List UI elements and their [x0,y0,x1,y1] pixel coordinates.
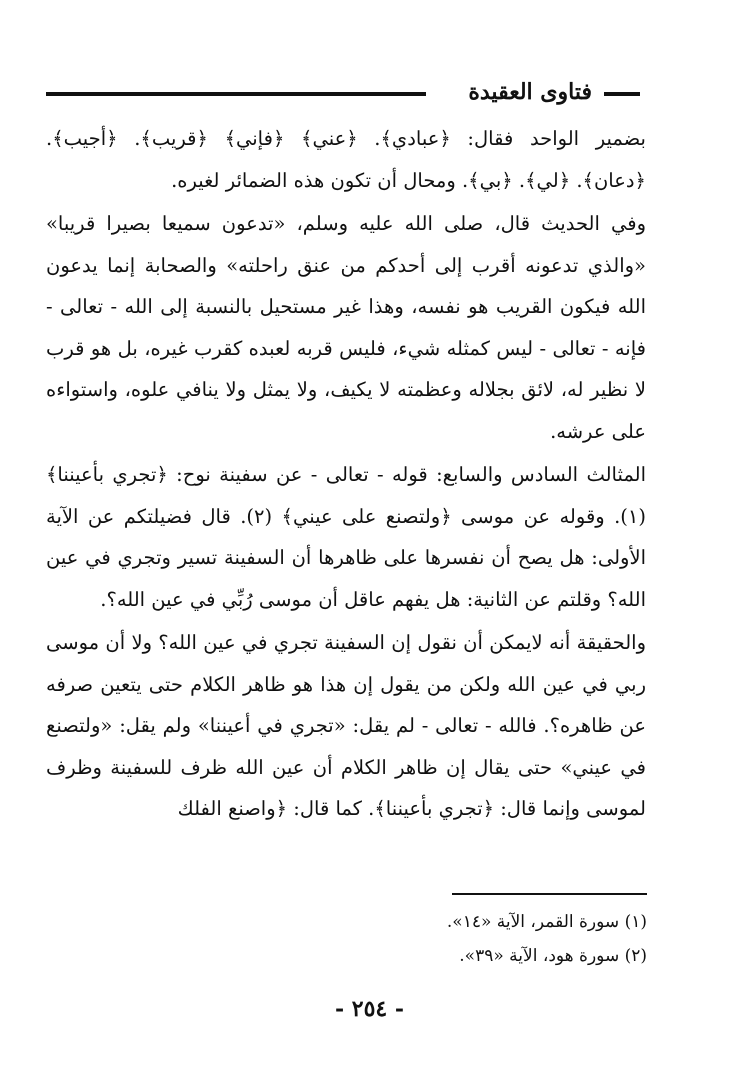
page-body [46,118,646,830]
footnotes [247,905,647,973]
header-rule-right [604,92,640,96]
footnote: (٢) سورة هود، الآية «٣٩». [459,946,647,966]
page-header [46,80,640,110]
paragraph: بضمير الواحد فقال: ﴿عبادي﴾. ﴿عني﴾ ﴿فإني﴾ ﴿قريب﴾. ﴿أجيب﴾. ﴿دعان﴾. ﴿لي﴾. ﴿بي﴾. ومحال أن تكون هذه الضمائر لغيره. [46,127,646,192]
footnote-separator [452,893,647,895]
paragraph: وفي الحديث قال، صلى الله عليه وسلم، «تدعون سميعا بصيرا قريبا» «والذي تدعونه أقرب إلى أحدكم من عنق راحلته» والصحابة إنما يدعون الله فيكون القريب هو نفسه، وهذا غير مستحيل بالنسبة إلى الله - تعالى - فإنه - تعالى - ليس كمثله شيء، فليس قربه لعبده كقرب غيره، بل هو قرب لا نظير له، لائق بجلاله وعظمته لا يكيف، ولا يمثل ولا ينافي علوه، واستواءه على عرشه. [46,212,646,443]
paragraph: والحقيقة أنه لايمكن أن نقول إن السفينة تجري في عين الله؟ ولا أن موسى ربي في عين الله ولكن من يقول إن هذا هو ظاهر الكلام حتى يتعين صرفه عن ظاهره؟. فالله - تعالى - لم يقل: «تجري في أعيننا» ولم يقل: «ولتصنع في عيني» حتى يقال إن ظاهر الكلام أن عين الله ظرف للسفينة وظرف لموسى وإنما قال: ﴿تجري بأعيننا﴾. كما قال: ﴿واصنع الفلك [46,631,646,820]
paragraph: المثالث السادس والسابع: قوله - تعالى - عن سفينة نوح: ﴿تجري بأعيننا﴾ (١). وقوله عن موسى ﴿ولتصنع على عيني﴾ (٢). قال فضيلتكم عن الآية الأولى: هل يصح أن نفسرها على ظاهرها أن السفينة تسير وتجري في عين الله؟ وقلتم عن الثانية: هل يفهم عاقل أن موسى رُبِّي في عين الله؟. [46,463,646,611]
page-number: - ٢٥٤ - [334,996,405,1022]
header-rule-left [46,92,426,96]
running-title: فتاوى العقيدة [468,79,592,105]
footnote: (١) سورة القمر، الآية «١٤». [446,912,647,932]
